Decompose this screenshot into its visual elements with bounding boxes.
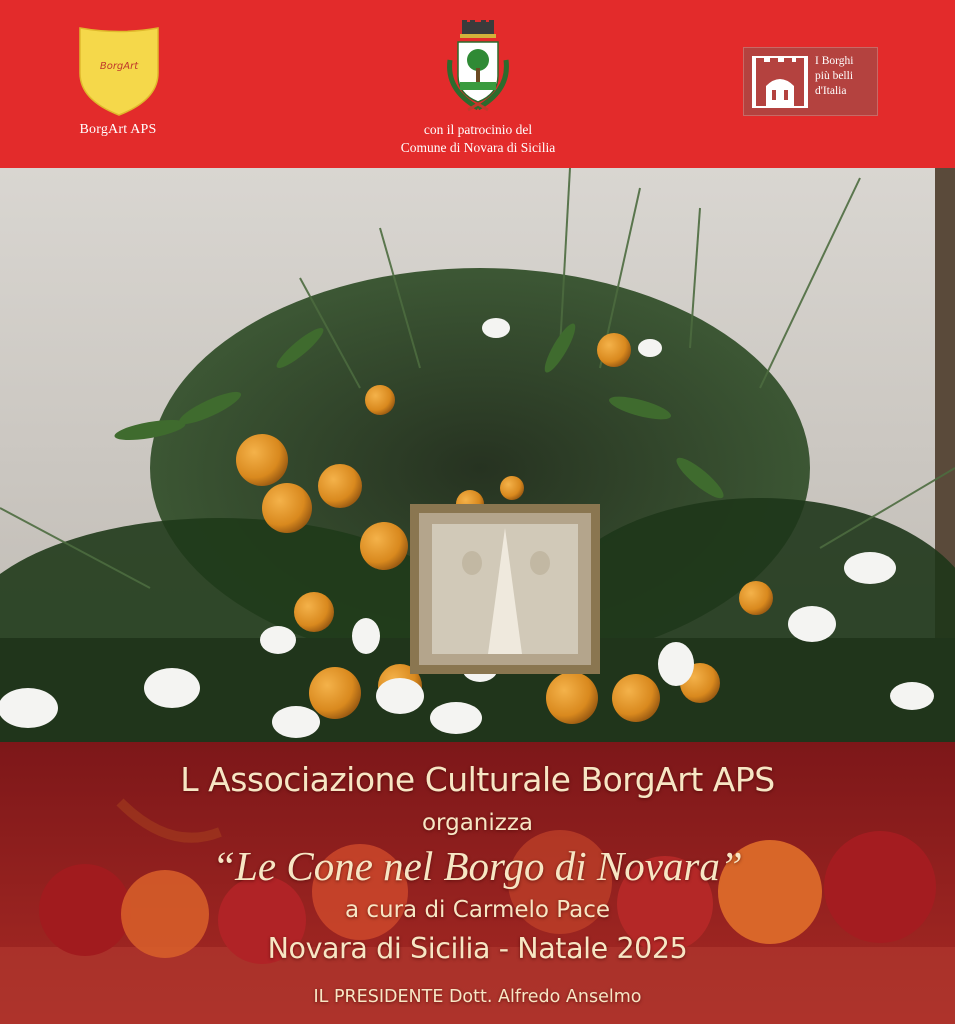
borghi-line-1: I Borghi (815, 55, 854, 67)
patronage-caption (350, 121, 606, 157)
title-band (0, 742, 955, 1024)
framed-sacred-image (410, 504, 600, 674)
title-text-block (0, 742, 955, 1024)
patronage-line-1: con il patrocinio del (423, 122, 533, 137)
borgart-logo-script: BorgArt (99, 61, 139, 72)
borgart-caption: BorgArt APS (79, 122, 157, 137)
organizza-label: organizza (421, 810, 534, 836)
borghi-line-3: d'Italia (815, 85, 847, 97)
borghi-line-2: più belli (815, 70, 854, 82)
event-title: “Le Cone nel Borgo di Novara” (212, 843, 743, 889)
header-band (0, 0, 955, 168)
place-date-line: Novara di Sicilia - Natale 2025 (267, 932, 688, 965)
nativity-shrine-photo (0, 168, 955, 742)
borghi-piu-belli-logo (743, 47, 878, 116)
president-line: IL PRESIDENTE Dott. Alfredo Anselmo (313, 987, 642, 1007)
borghi-text (815, 54, 877, 99)
comune-coat-of-arms-logo (440, 20, 516, 116)
photo-illustration (0, 168, 955, 742)
patronage-line-2: Comune di Novara di Sicilia (400, 140, 556, 155)
borgart-shield-logo (78, 25, 160, 117)
association-title: L Associazione Culturale BorgArt APS (180, 760, 775, 799)
curator-line: a cura di Carmelo Pace (344, 897, 611, 923)
castle-tower-icon (752, 56, 808, 108)
